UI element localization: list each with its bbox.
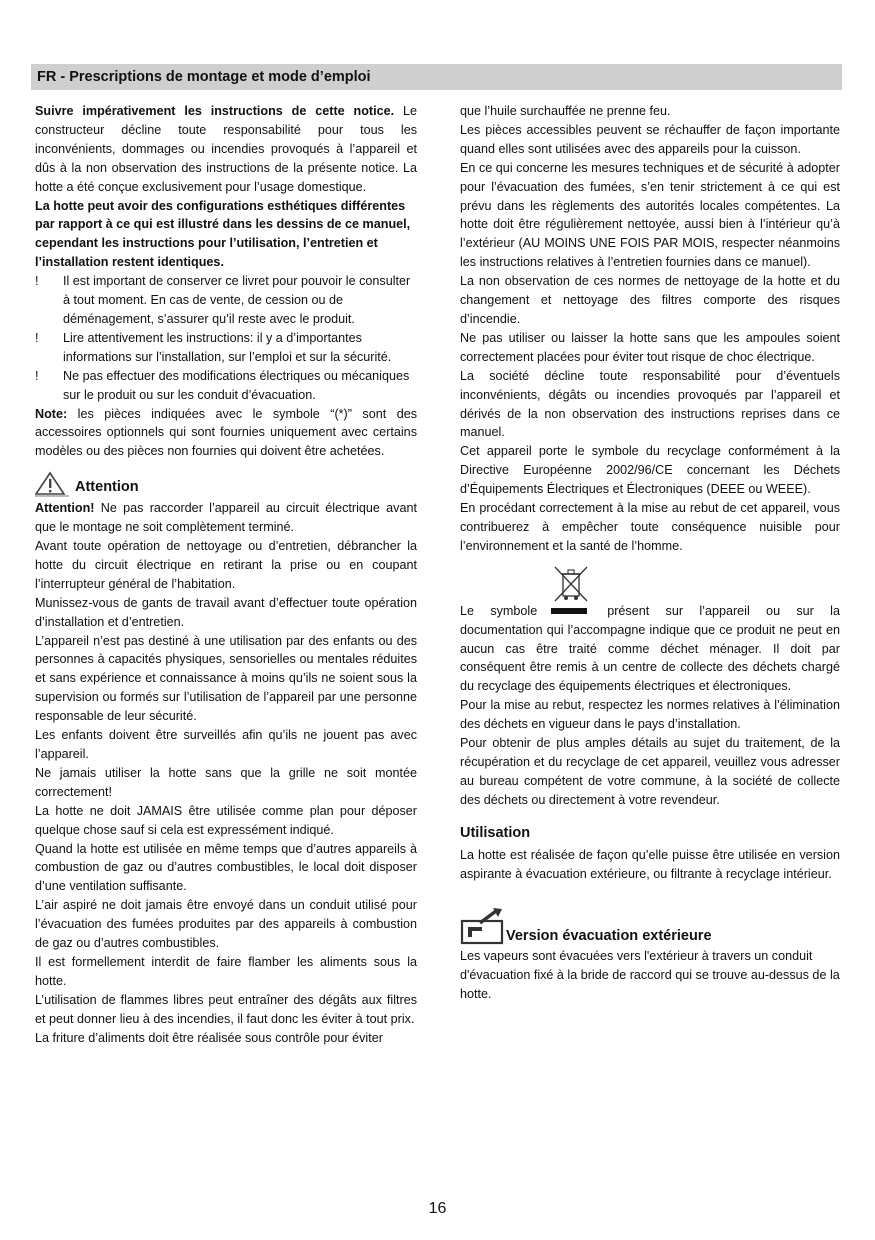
body-paragraph: Les enfants doivent être surveillés afin qu’ils ne jouent pas avec l’appareil. (35, 728, 417, 761)
hood-exhaust-icon (460, 907, 504, 945)
body-paragraph: que l’huile surchauffée ne prenne feu. (460, 104, 671, 118)
version-paragraph: Les vapeurs sont évacuées vers l'extérieur à travers un conduit d'évacuation fixé à la bride de raccord qui se trouve au-dessus de la hotte. (460, 949, 840, 1002)
bullet-symbol: ! (35, 330, 39, 345)
body-paragraph: Avant toute opération de nettoyage ou d’entretien, débrancher la hotte du circuit électrique en retirant la prise ou en coupant l’interrupteur général de l’habitation. (35, 539, 417, 591)
intro-text: Le constructeur décline toute responsabilité pour tous les inconvénients, dommages ou incendies provoqués à l’appareil et dûs à la non observation des instructions de la présente notice. La hotte a été conçue exclusivement pour l’usage domestique. (35, 104, 417, 194)
body-paragraph: Pour la mise au rebut, respectez les normes relatives à l’élimination des déchets en vigueur dans le pays d’installation. (460, 698, 840, 732)
header-title: FR - Prescriptions de montage et mode d’emploi (37, 69, 371, 85)
utilisation-paragraph: La hotte est réalisée de façon qu’elle puisse être utilisée en version aspirante à évacuation extérieure, ou filtrante à recyclage intérieur. (460, 847, 840, 881)
note-label: Note: (35, 406, 68, 421)
bullet-text: Lire attentivement les instructions: il y a d’importantes informations sur l’installation, sur l’emploi et sur la sécurité. (63, 330, 392, 364)
bullet-item (35, 329, 417, 367)
black-bar-icon (551, 608, 587, 614)
body-paragraph: En procédant correctement à la mise au rebut de cet appareil, vous contribuerez à empêcher toute conséquence nuisible pour l’environnement et la santé de l’homme. (460, 501, 840, 553)
body-paragraph: Ne jamais utiliser la hotte sans que la grille ne soit montée correctement! (35, 765, 417, 799)
body-paragraph: En ce qui concerne les mesures techniques et de sécurité à adopter pour l’évacuation des fumées, s’en tenir strictement à ce qui est prévu dans les règlements des autorités locales compétentes. La hotte doit être régulièrement nettoyée, aussi bien à l’intérieur qu’à l’extérieur (AU MOINS UNE FOIS PAR MOIS, respecter néanmoins les instructions relatives à l’entretien fournies dans ce manuel). (460, 160, 840, 270)
crossed-bin-icon (552, 564, 590, 604)
body-paragraph: La société décline toute responsabilité pour d’éventuels inconvénients, dégâts ou incendies provoqués par l’appareil et dérivés de la non observation des instructions reprises dans ce manuel. (460, 368, 840, 440)
warning-icon (35, 471, 69, 497)
version-heading (460, 907, 840, 945)
attention-bold: Attention! (35, 501, 95, 516)
version-title: Version évacuation extérieure (506, 927, 712, 944)
attention-title: Attention (75, 479, 139, 496)
attention-heading (35, 471, 417, 497)
page-number: 16 (428, 1200, 447, 1217)
bullet-symbol: ! (35, 368, 39, 383)
body-paragraph: Munissez-vous de gants de travail avant d’effectuer toute opération d’installation et d’entretien. (35, 595, 417, 629)
weee-symbol-area (460, 564, 840, 602)
body-paragraph: La hotte ne doit JAMAIS être utilisée comme plan pour déposer quelque chose sauf si cela est expressément indiqué. (35, 803, 417, 837)
symbole-prefix: Le symbole (460, 603, 538, 618)
symbole-paragraph (460, 602, 840, 697)
body-paragraph: L’appareil n’est pas destiné à une utilisation par des enfants ou des personnes à capacités physiques, sensorielles ou mentales réduites et sans expérience et connaissance à moins qu’ils ne soient sous la supervision ou formés sur l’utilisation de l’appareil par une personne responsable de leur sécurité. (35, 633, 417, 724)
bullet-item (35, 367, 417, 405)
left-column (35, 102, 417, 1048)
config-bold: La hotte peut avoir des configurations esthétiques différentes par rapport à ce qui est illustré dans les dessins de ce manuel, cependant les instructions pour l’utilisation, l’entretien et l’installation restent identiques. (35, 198, 411, 270)
bullet-symbol: ! (35, 274, 39, 289)
body-paragraph: Cet appareil porte le symbole du recyclage conformément à la Directive Européenne 2002/96/CE concernant les Déchets d’Équipements Électriques et Électroniques (DEEE ou WEEE). (460, 444, 840, 497)
symbole-text: présent sur l’appareil ou sur la documentation qui l’accompagne indique que ce produit ne peut en aucun cas être traité comme déchet ménager. Il doit par conséquent être remis à un centre de collecte des déchets chargé du recyclage des équipements électriques et électroniques. (460, 603, 840, 694)
note-text: les pièces indiquées avec le symbole “(*)” sont des accessoires optionnels qui sont fournies uniquement avec certains modèles ou des pièces non fournies qui doivent être achetées. (35, 406, 417, 459)
body-paragraph: La friture d’aliments doit être réalisée sous contrôle pour éviter (35, 1030, 383, 1045)
bullet-text: Ne pas effectuer des modifications électriques ou mécaniques sur le produit ou sur les conduit d’évacuation. (63, 368, 410, 402)
utilisation-title: Utilisation (460, 824, 531, 841)
body-paragraph: L’utilisation de flammes libres peut entraîner des dégâts aux filtres et peut donner lieu à des incendies, il faut donc les éviter à tout prix. (35, 992, 417, 1026)
section-header (31, 64, 842, 90)
body-paragraph: Pour obtenir de plus amples détails au sujet du traitement, de la récupération et du recyclage de cet appareil, veuillez vous adresser au bureau compétent de votre commune, à la société de collecte des déchets ou directement à votre revendeur. (460, 736, 840, 807)
config-paragraph (35, 197, 417, 273)
note-paragraph (35, 405, 417, 462)
body-paragraph: Il est formellement interdit de faire flamber les aliments sous la hotte. (35, 954, 417, 988)
bullet-item (35, 272, 417, 329)
body-paragraph: La non observation de ces normes de nettoyage de la hotte et du changement et nettoyage des filtres comporte des risques d’incendie. (460, 274, 840, 326)
body-paragraph: L’air aspiré ne doit jamais être envoyé dans un conduit utilisé pour l’évacuation des fumées produites par des appareils à combustion de gaz ou d’autres combustibles. (35, 898, 417, 951)
bullet-text: Il est important de conserver ce livret pour pouvoir le consulter à tout moment. En cas de vente, de cession ou de déménagement, s’assurer qu’il reste avec le produit. (63, 274, 411, 326)
attention-paragraph (35, 499, 417, 537)
body-paragraph: Ne pas utiliser ou laisser la hotte sans que les ampoules soient correctement placées pour éviter tout risque de choc électrique. (460, 330, 840, 364)
body-paragraph: Les pièces accessibles peuvent se réchauffer de façon importante quand elles sont utilisées avec des appareils pour la cuisson. (460, 122, 840, 156)
intro-bold: Suivre impérativement les instructions de cette notice. (35, 104, 395, 118)
intro-paragraph (35, 102, 417, 197)
attention-text: Ne pas raccorder l’appareil au circuit électrique avant que le montage ne soit complètement terminé. (35, 501, 417, 535)
body-paragraph: Quand la hotte est utilisée en même temps que d’autres appareils à combustion de gaz ou d’autres combustibles, le local doit disposer d’une ventilation suffisante. (35, 841, 417, 894)
version-body (460, 947, 840, 1004)
right-column (460, 102, 840, 1004)
